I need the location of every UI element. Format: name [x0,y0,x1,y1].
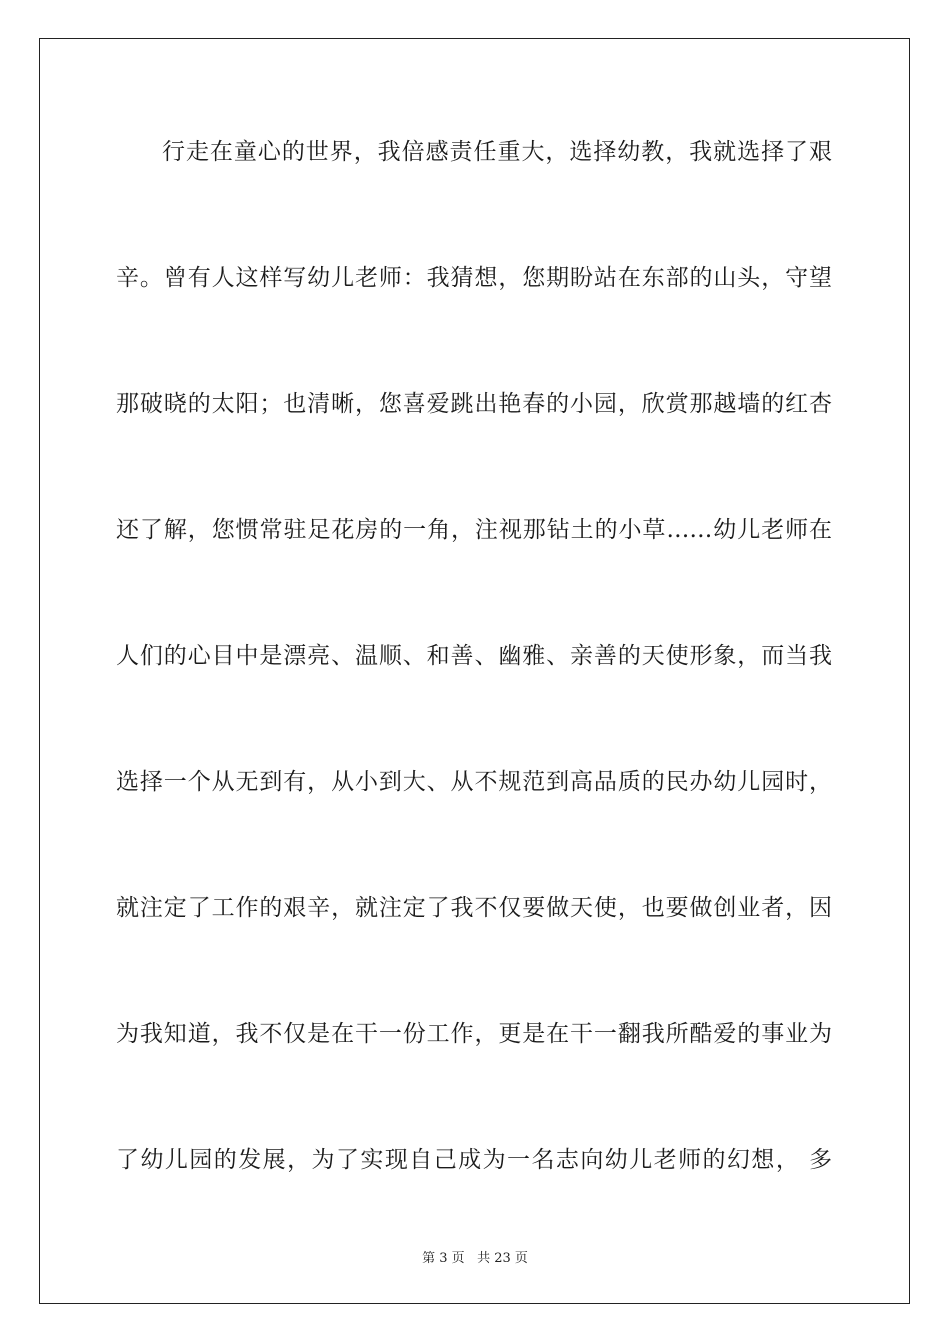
text-line: 人们的心目中是漂亮、温顺、和善、幽雅、亲善的天使形象，而当我 [116,643,832,669]
text-line: 行走在童心的世界，我倍感责任重大，选择幼教，我就选择了艰 [162,139,832,165]
text-line: 那破晓的太阳；也清晰，您喜爱跳出艳春的小园，欣赏那越墙的红杏 [116,391,832,417]
page-total: 共 23 页 [477,1251,528,1266]
page-number: 第 3 页 [422,1251,465,1266]
text-line: 还了解，您惯常驻足花房的一角，注视那钻土的小草……幼儿老师在 [116,517,832,543]
text-line: 辛。曾有人这样写幼儿老师：我猜想，您期盼站在东部的山头，守望 [116,265,832,291]
page-footer [0,1247,950,1266]
text-line: 了幼儿园的发展，为了实现自己成为一名志向幼儿老师的幻想， 多 [116,1147,832,1173]
text-line: 选择一个从无到有，从小到大、从不规范到高品质的民办幼儿园时， [116,769,832,795]
text-line: 就注定了工作的艰辛，就注定了我不仅要做天使，也要做创业者，因 [116,895,832,921]
body-text [116,126,832,1260]
text-line: 为我知道，我不仅是在干一份工作，更是在干一翻我所酷爱的事业为 [116,1021,832,1047]
